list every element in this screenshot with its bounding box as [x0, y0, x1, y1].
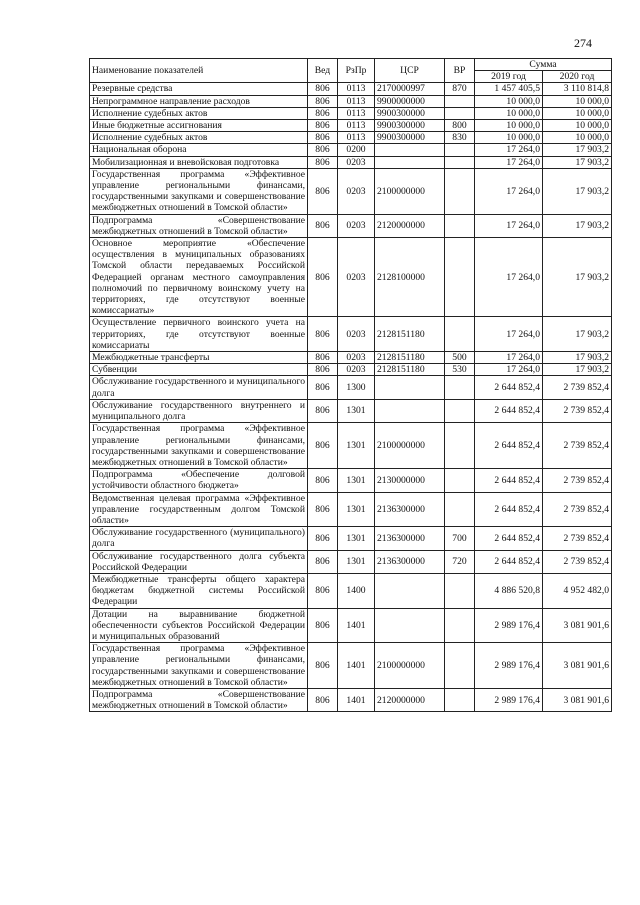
cell-sum-2019: 2 644 852,4 [475, 550, 543, 573]
table-row [90, 643, 612, 689]
cell-vr: 720 [445, 550, 475, 573]
cell-vr [445, 643, 475, 689]
cell-rzpr: 1300 [338, 376, 375, 399]
cell-sum-2019: 10 000,0 [475, 95, 543, 107]
cell-csr [375, 144, 445, 156]
cell-rzpr: 1301 [338, 469, 375, 492]
cell-ved: 806 [308, 423, 338, 469]
cell-rzpr: 1401 [338, 643, 375, 689]
cell-name: Национальная оборона [90, 144, 308, 156]
header-name: Наименование показателей [90, 59, 308, 83]
cell-rzpr: 1301 [338, 550, 375, 573]
table-row [90, 238, 612, 317]
cell-csr: 9900300000 [375, 107, 445, 119]
cell-sum-2019: 1 457 405,5 [475, 83, 543, 95]
cell-sum-2020: 17 903,2 [543, 364, 612, 376]
cell-vr [445, 492, 475, 527]
cell-vr: 530 [445, 364, 475, 376]
cell-name: Основное мероприятие «Обеспечение осуществления в муниципальных образованиях Томской области передаваемых Российской Федерацией органам местного самоуправления полномочий по первичному воинскому учету на территориях, где отсутствуют военные комиссариаты» [90, 238, 308, 317]
table-row [90, 550, 612, 573]
cell-ved: 806 [308, 214, 338, 237]
cell-sum-2020: 3 081 901,6 [543, 688, 612, 711]
table-row [90, 168, 612, 214]
cell-vr [445, 168, 475, 214]
cell-sum-2020: 2 739 852,4 [543, 550, 612, 573]
cell-rzpr: 1401 [338, 608, 375, 643]
cell-name: Иные бюджетные ассигнования [90, 120, 308, 132]
cell-sum-2020: 17 903,2 [543, 168, 612, 214]
cell-name: Обслуживание государственного (муниципального) долга [90, 527, 308, 550]
cell-rzpr: 0203 [338, 156, 375, 168]
cell-rzpr: 0203 [338, 317, 375, 352]
header-rzpr: РзПр [338, 59, 375, 83]
cell-csr [375, 608, 445, 643]
header-vr: ВР [445, 59, 475, 83]
cell-rzpr: 0203 [338, 238, 375, 317]
cell-name: Осуществление первичного воинского учета на территориях, где отсутствуют военные комиссариаты [90, 317, 308, 352]
cell-vr [445, 214, 475, 237]
table-header [90, 59, 612, 83]
cell-csr: 9900300000 [375, 120, 445, 132]
table-row [90, 573, 612, 608]
cell-rzpr: 0203 [338, 214, 375, 237]
cell-name: Непрограммное направление расходов [90, 95, 308, 107]
cell-vr: 700 [445, 527, 475, 550]
cell-ved: 806 [308, 132, 338, 144]
cell-rzpr: 1301 [338, 492, 375, 527]
cell-sum-2019: 2 644 852,4 [475, 423, 543, 469]
cell-sum-2019: 4 886 520,8 [475, 573, 543, 608]
cell-rzpr: 0203 [338, 168, 375, 214]
cell-csr: 2100000000 [375, 423, 445, 469]
cell-ved: 806 [308, 573, 338, 608]
table-row [90, 399, 612, 422]
cell-sum-2019: 17 264,0 [475, 214, 543, 237]
cell-csr: 2100000000 [375, 168, 445, 214]
cell-vr [445, 144, 475, 156]
cell-csr: 2128151180 [375, 364, 445, 376]
cell-sum-2020: 10 000,0 [543, 120, 612, 132]
cell-rzpr: 1401 [338, 688, 375, 711]
cell-vr [445, 608, 475, 643]
cell-rzpr: 1301 [338, 527, 375, 550]
header-year-2019: 2019 год [475, 71, 543, 83]
cell-sum-2020: 17 903,2 [543, 238, 612, 317]
cell-csr: 2170000997 [375, 83, 445, 95]
table-row [90, 688, 612, 711]
cell-rzpr: 0203 [338, 364, 375, 376]
cell-csr: 2136300000 [375, 527, 445, 550]
cell-ved: 806 [308, 95, 338, 107]
cell-sum-2020: 17 903,2 [543, 144, 612, 156]
cell-sum-2020: 2 739 852,4 [543, 376, 612, 399]
cell-name: Подпрограмма «Совершенствование межбюджетных отношений в Томской области» [90, 688, 308, 711]
cell-ved: 806 [308, 317, 338, 352]
header-sum: Сумма [475, 59, 612, 71]
cell-rzpr: 0113 [338, 132, 375, 144]
cell-sum-2020: 2 739 852,4 [543, 469, 612, 492]
cell-ved: 806 [308, 469, 338, 492]
cell-sum-2020: 2 739 852,4 [543, 492, 612, 527]
table-row [90, 469, 612, 492]
cell-ved: 806 [308, 352, 338, 364]
cell-ved: 806 [308, 492, 338, 527]
cell-vr [445, 317, 475, 352]
cell-csr: 9900000000 [375, 95, 445, 107]
cell-ved: 806 [308, 399, 338, 422]
table-row [90, 376, 612, 399]
cell-vr: 830 [445, 132, 475, 144]
cell-csr: 2130000000 [375, 469, 445, 492]
cell-ved: 806 [308, 83, 338, 95]
cell-vr [445, 107, 475, 119]
cell-ved: 806 [308, 168, 338, 214]
cell-sum-2020: 17 903,2 [543, 352, 612, 364]
cell-sum-2019: 2 644 852,4 [475, 399, 543, 422]
cell-sum-2019: 10 000,0 [475, 132, 543, 144]
cell-sum-2019: 17 264,0 [475, 168, 543, 214]
cell-vr: 500 [445, 352, 475, 364]
cell-name: Ведомственная целевая программа «Эффективное управление государственным долгом Томской области» [90, 492, 308, 527]
table-row [90, 423, 612, 469]
cell-name: Субвенции [90, 364, 308, 376]
cell-sum-2019: 2 989 176,4 [475, 608, 543, 643]
cell-vr [445, 376, 475, 399]
table-body [90, 83, 612, 712]
cell-sum-2020: 10 000,0 [543, 132, 612, 144]
cell-vr [445, 156, 475, 168]
table-row [90, 83, 612, 95]
table-row [90, 492, 612, 527]
cell-sum-2020: 17 903,2 [543, 317, 612, 352]
cell-name: Государственная программа «Эффективное управление региональными финансами, государственными закупками и совершенствование межбюджетных отношений в Томской области» [90, 423, 308, 469]
table-row [90, 144, 612, 156]
cell-csr: 2128100000 [375, 238, 445, 317]
cell-ved: 806 [308, 527, 338, 550]
cell-vr [445, 238, 475, 317]
cell-sum-2020: 2 739 852,4 [543, 423, 612, 469]
table-row [90, 364, 612, 376]
table-row [90, 107, 612, 119]
cell-rzpr: 1400 [338, 573, 375, 608]
cell-name: Дотации на выравнивание бюджетной обеспеченности субъектов Российской Федерации и муниципальных образований [90, 608, 308, 643]
cell-csr: 2136300000 [375, 550, 445, 573]
cell-vr: 800 [445, 120, 475, 132]
cell-name: Межбюджетные трансферты [90, 352, 308, 364]
cell-ved: 806 [308, 643, 338, 689]
cell-csr: 2128151180 [375, 317, 445, 352]
table-row [90, 95, 612, 107]
cell-rzpr: 0113 [338, 83, 375, 95]
cell-name: Резервные средства [90, 83, 308, 95]
cell-name: Межбюджетные трансферты общего характера бюджетам бюджетной системы Российской Федерации [90, 573, 308, 608]
cell-csr: 2136300000 [375, 492, 445, 527]
cell-name: Исполнение судебных актов [90, 107, 308, 119]
header-csr: ЦСР [375, 59, 445, 83]
cell-vr [445, 469, 475, 492]
cell-ved: 806 [308, 376, 338, 399]
cell-sum-2020: 3 081 901,6 [543, 643, 612, 689]
cell-ved: 806 [308, 107, 338, 119]
page-number: 274 [574, 36, 592, 50]
cell-sum-2020: 17 903,2 [543, 156, 612, 168]
cell-csr: 2120000000 [375, 688, 445, 711]
cell-ved: 806 [308, 364, 338, 376]
cell-vr [445, 423, 475, 469]
cell-name: Подпрограмма «Совершенствование межбюджетных отношений в Томской области» [90, 214, 308, 237]
cell-sum-2020: 10 000,0 [543, 107, 612, 119]
cell-ved: 806 [308, 688, 338, 711]
cell-csr: 2100000000 [375, 643, 445, 689]
cell-csr: 2120000000 [375, 214, 445, 237]
table-row [90, 156, 612, 168]
cell-vr [445, 573, 475, 608]
cell-name: Государственная программа «Эффективное управление региональными финансами, государственными закупками и совершенствование межбюджетных отношений в Томской области» [90, 168, 308, 214]
cell-sum-2019: 17 264,0 [475, 352, 543, 364]
cell-ved: 806 [308, 608, 338, 643]
cell-rzpr: 0200 [338, 144, 375, 156]
cell-csr [375, 376, 445, 399]
cell-sum-2019: 2 644 852,4 [475, 527, 543, 550]
cell-name: Государственная программа «Эффективное управление региональными финансами, государственными закупками и совершенствование межбюджетных отношений в Томской области» [90, 643, 308, 689]
header-year-2020: 2020 год [543, 71, 612, 83]
cell-sum-2019: 10 000,0 [475, 107, 543, 119]
cell-name: Обслуживание государственного и муниципального долга [90, 376, 308, 399]
table-row [90, 352, 612, 364]
cell-ved: 806 [308, 144, 338, 156]
cell-sum-2020: 3 110 814,8 [543, 83, 612, 95]
cell-name: Мобилизационная и вневойсковая подготовка [90, 156, 308, 168]
cell-csr: 9900300000 [375, 132, 445, 144]
cell-sum-2019: 17 264,0 [475, 238, 543, 317]
cell-sum-2019: 17 264,0 [475, 317, 543, 352]
cell-sum-2019: 10 000,0 [475, 120, 543, 132]
cell-csr [375, 156, 445, 168]
table-row [90, 317, 612, 352]
cell-sum-2019: 2 644 852,4 [475, 376, 543, 399]
cell-sum-2019: 17 264,0 [475, 364, 543, 376]
cell-sum-2020: 2 739 852,4 [543, 399, 612, 422]
cell-vr: 870 [445, 83, 475, 95]
cell-csr [375, 573, 445, 608]
cell-ved: 806 [308, 238, 338, 317]
cell-vr [445, 399, 475, 422]
table-row [90, 132, 612, 144]
cell-rzpr: 0203 [338, 352, 375, 364]
table-row [90, 120, 612, 132]
cell-sum-2019: 2 989 176,4 [475, 643, 543, 689]
cell-vr [445, 95, 475, 107]
cell-rzpr: 1301 [338, 423, 375, 469]
cell-name: Подпрограмма «Обеспечение долговой устойчивости областного бюджета» [90, 469, 308, 492]
cell-ved: 806 [308, 120, 338, 132]
cell-ved: 806 [308, 156, 338, 168]
cell-name: Обслуживание государственного долга субъекта Российской Федерации [90, 550, 308, 573]
table-row [90, 214, 612, 237]
cell-sum-2019: 2 644 852,4 [475, 469, 543, 492]
cell-name: Исполнение судебных актов [90, 132, 308, 144]
cell-ved: 806 [308, 550, 338, 573]
budget-table [89, 58, 612, 712]
cell-sum-2019: 17 264,0 [475, 144, 543, 156]
cell-vr [445, 688, 475, 711]
cell-csr [375, 399, 445, 422]
cell-sum-2020: 3 081 901,6 [543, 608, 612, 643]
cell-sum-2019: 17 264,0 [475, 156, 543, 168]
cell-sum-2019: 2 989 176,4 [475, 688, 543, 711]
cell-sum-2020: 2 739 852,4 [543, 527, 612, 550]
table-row [90, 527, 612, 550]
cell-rzpr: 1301 [338, 399, 375, 422]
header-ved: Вед [308, 59, 338, 83]
cell-rzpr: 0113 [338, 95, 375, 107]
cell-csr: 2128151180 [375, 352, 445, 364]
cell-sum-2020: 10 000,0 [543, 95, 612, 107]
cell-rzpr: 0113 [338, 120, 375, 132]
cell-sum-2020: 4 952 482,0 [543, 573, 612, 608]
cell-sum-2019: 2 644 852,4 [475, 492, 543, 527]
cell-sum-2020: 17 903,2 [543, 214, 612, 237]
cell-name: Обслуживание государственного внутреннего и муниципального долга [90, 399, 308, 422]
cell-rzpr: 0113 [338, 107, 375, 119]
table-row [90, 608, 612, 643]
